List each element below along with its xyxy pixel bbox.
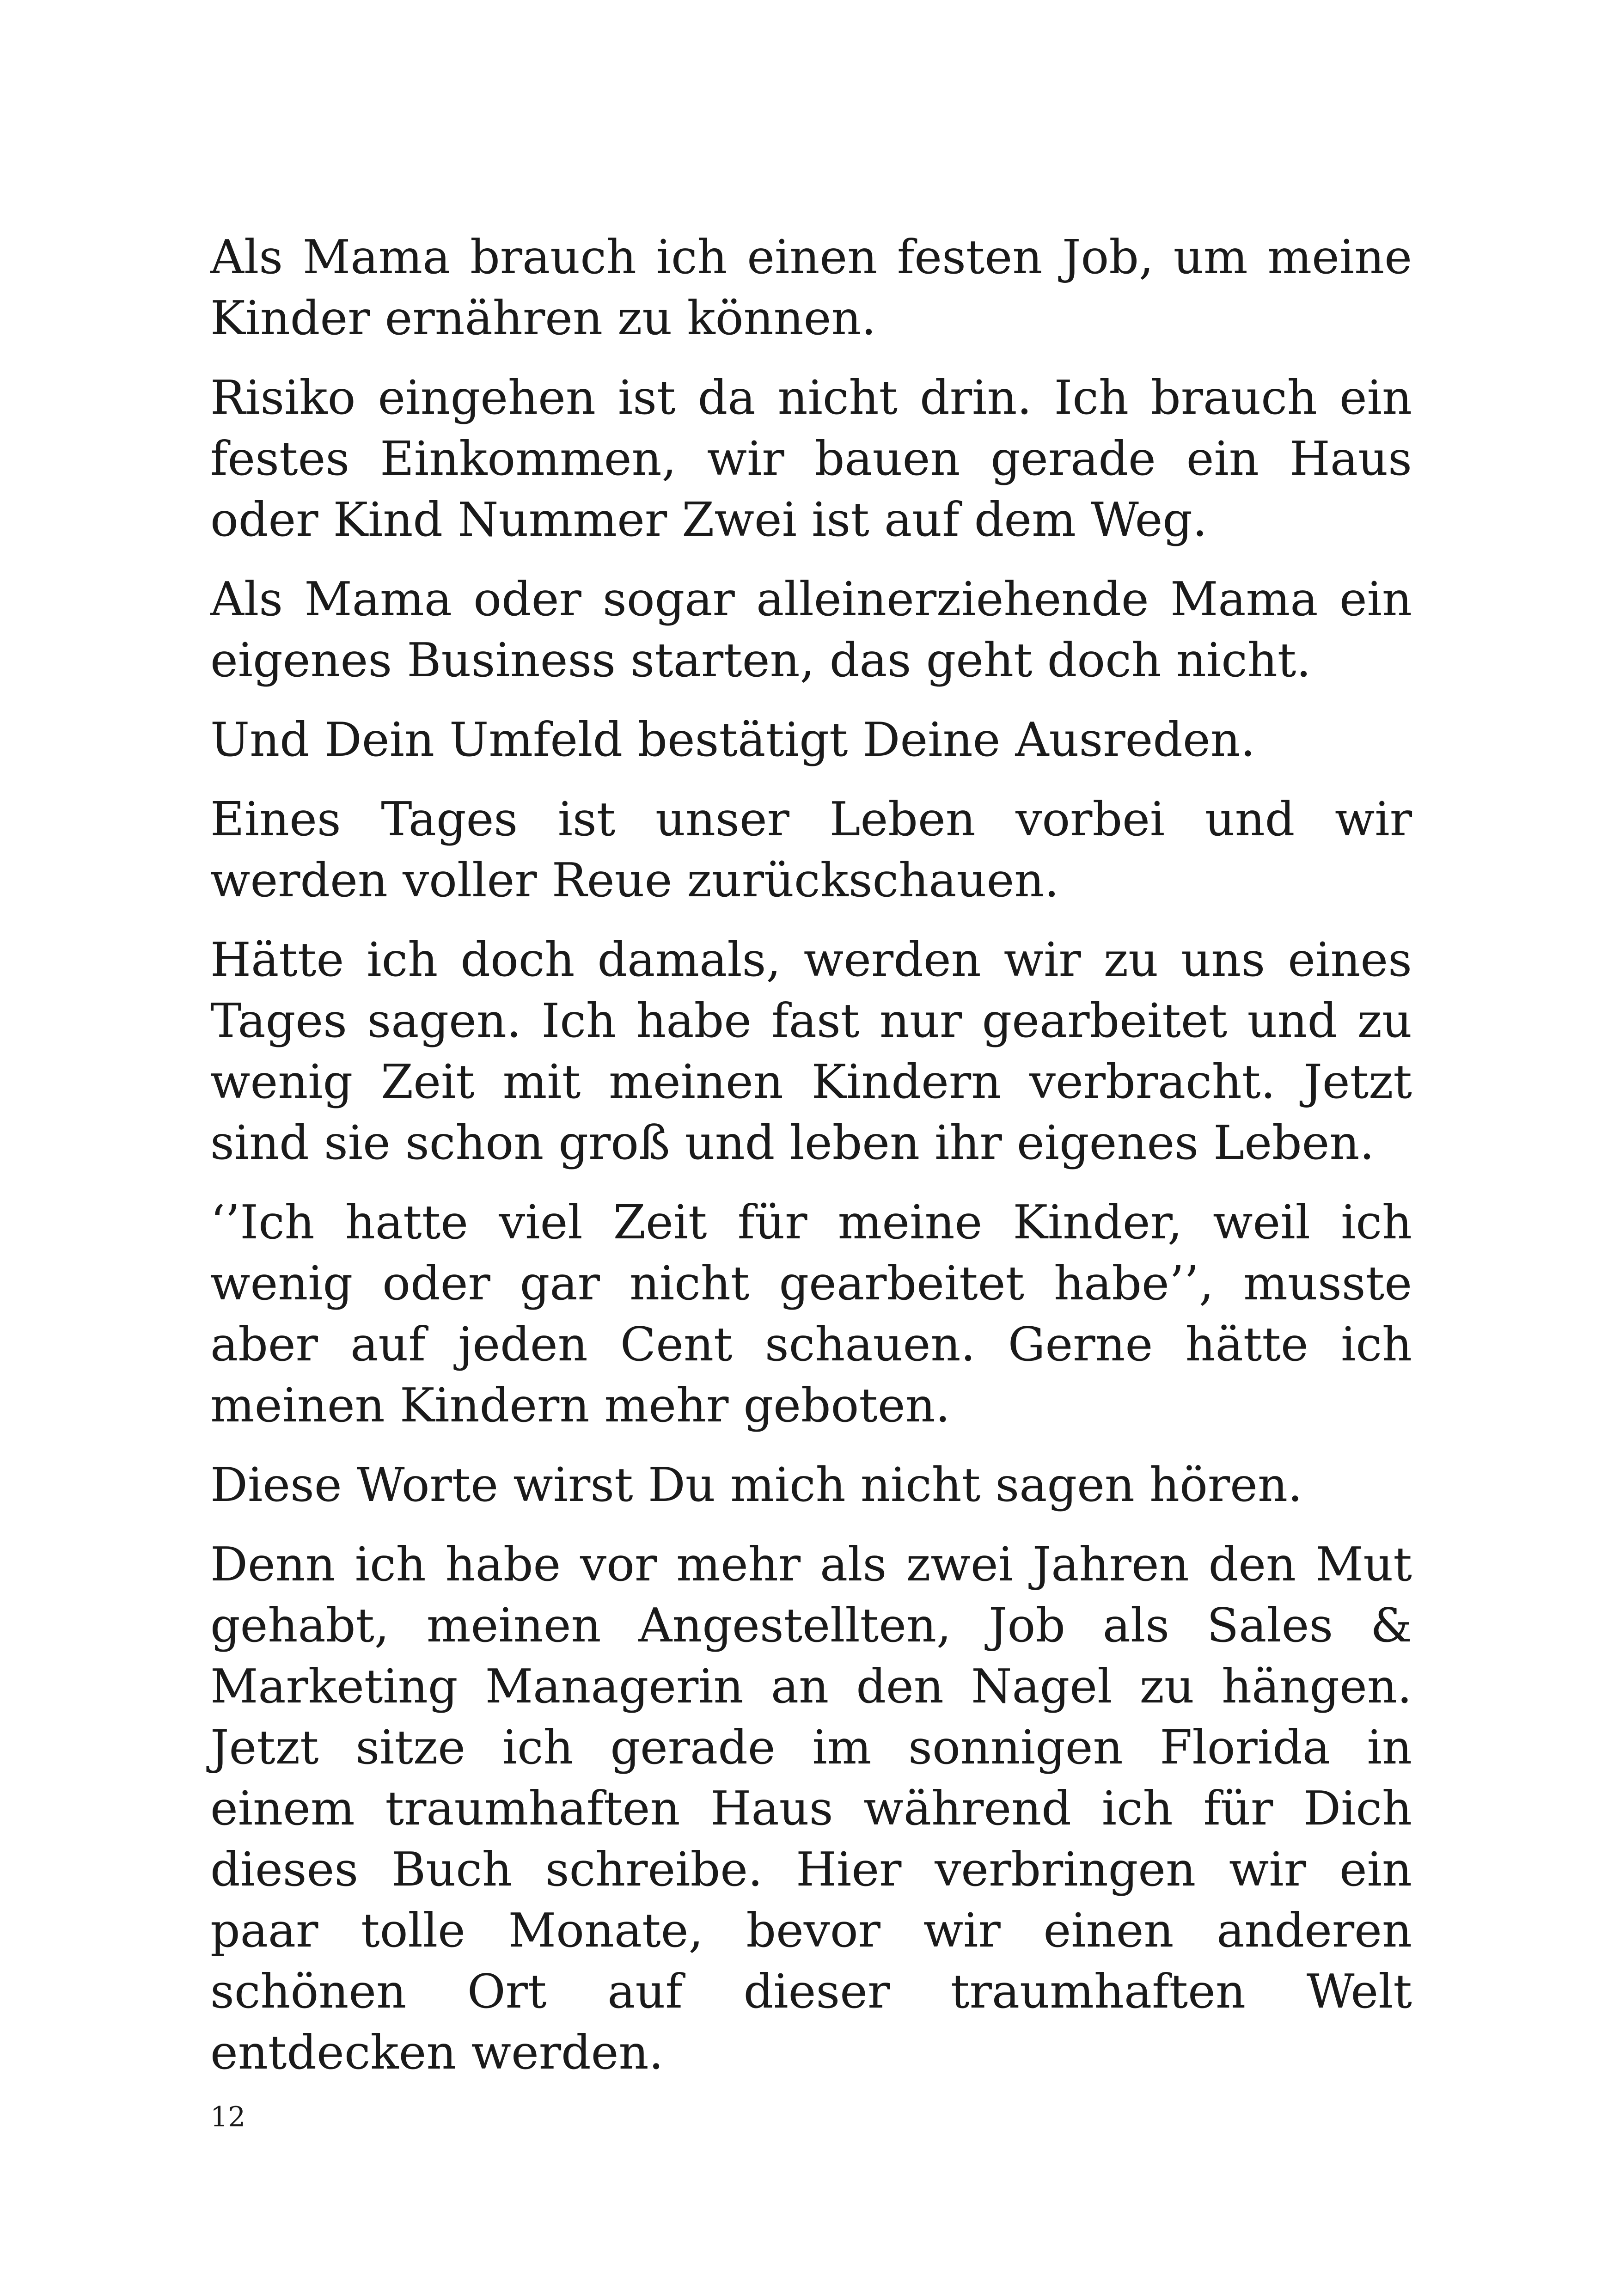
paragraph: Als Mama brauch ich einen festen Job, um meine Kinder ernähren zu können. bbox=[210, 230, 1412, 345]
body-text bbox=[210, 227, 1412, 2101]
paragraph: ‘’Ich hatte viel Zeit für meine Kinder, weil ich wenig oder gar nicht gearbeitet habe’’, musste aber auf jeden Cent schauen. Gerne hätte ich meinen Kindern mehr geboten. bbox=[210, 1195, 1412, 1433]
paragraph: Hätte ich doch damals, werden wir zu uns eines Tages sagen. Ich habe fast nur gearbeitet und zu wenig Zeit mit meinen Kindern verbracht. Jetzt sind sie schon groß und leben ihr eigenes Leben. bbox=[210, 932, 1412, 1170]
paragraph: Risiko eingehen ist da nicht drin. Ich brauch ein festes Einkommen, wir bauen gerade ein Haus oder Kind Nummer Zwei ist auf dem Weg. bbox=[210, 370, 1412, 547]
paragraph: Denn ich habe vor mehr als zwei Jahren den Mut gehabt, meinen Angestellten, Job als Sales & Marketing Managerin an den Nagel zu hängen. Jetzt sitze ich gerade im sonnigen Florida in einem traumhaften Haus während ich für Dich dieses Buch schreibe. Hier verbringen wir ein paar tolle Monate, bevor wir einen anderen schönen Ort auf dieser traumhaften Welt entdecken werden. bbox=[210, 1537, 1412, 2080]
page-number: 12 bbox=[210, 2101, 246, 2133]
paragraph: Eines Tages ist unser Leben vorbei und wir werden voller Reue zurückschauen. bbox=[210, 792, 1412, 907]
paragraph: Diese Worte wirst Du mich nicht sagen hören. bbox=[210, 1457, 1303, 1512]
paragraph: Als Mama oder sogar alleinerziehende Mama ein eigenes Business starten, das geht doch nicht. bbox=[210, 572, 1412, 687]
paragraph: Und Dein Umfeld bestätigt Deine Ausreden. bbox=[210, 712, 1255, 767]
